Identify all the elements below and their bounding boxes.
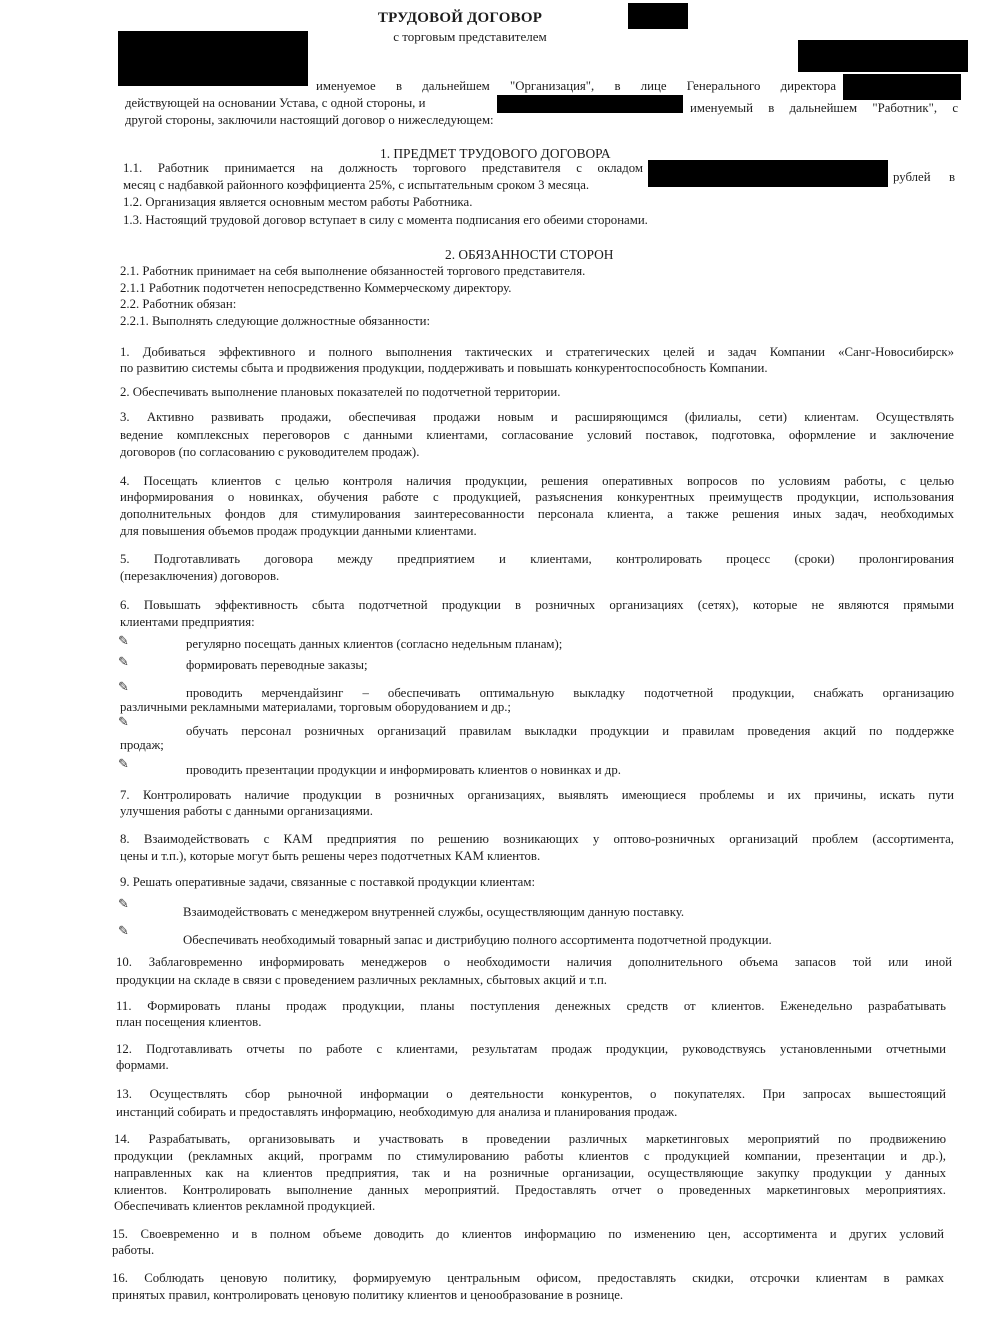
hand-bullet-icon: ✎	[118, 680, 129, 695]
text-line: 15. Своевременно и в полном объеме доводить до клиентов информацию по изменению цен, ассортимента и других условий	[112, 1227, 944, 1241]
text-line: 10. Заблаговременно информировать менеджеров о необходимости наличия дополнительного объема запасов той или иной	[116, 955, 952, 969]
text-line: для повышения объемов продаж продукции данными клиентами.	[120, 524, 477, 538]
text-line: улучшения работы с данными организациями.	[120, 804, 373, 818]
text-line: клиентами предприятия:	[120, 615, 255, 629]
text-line: Обеспечивать клиентов рекламной продукцией.	[114, 1199, 376, 1213]
text-line: действующей на основании Устава, с одной стороны, и	[125, 96, 426, 110]
text-line: формами.	[116, 1058, 169, 1072]
text-line: 6. Повышать эффективность сбыта подотчетной продукции в розничных организациях (сетях), которые не являются прямыми	[120, 598, 954, 612]
text-line: 4. Посещать клиентов с целью контроля наличия продукции, решения оперативных вопросов по условиям работы, с целью	[120, 474, 954, 488]
hand-bullet-icon: ✎	[118, 634, 129, 649]
text-line: различными рекламными материалами, торговым оборудованием и др.;	[120, 700, 511, 714]
text-line: клиентов. Контролировать выполнение данных мероприятий. Предоставлять отчет о проведенных маркетинговых мероприятиях.	[114, 1183, 946, 1197]
document-title: ТРУДОВОЙ ДОГОВОР	[377, 10, 543, 26]
text-line: 2. Обеспечивать выполнение плановых показателей по подотчетной территории.	[120, 385, 561, 399]
text-line: цены и т.п.), которые могут быть решены через подотчетных КАМ клиентов.	[120, 849, 541, 863]
redaction-salary	[648, 160, 888, 187]
text-line: проводить презентации продукции и информировать клиентов о новинках и др.	[186, 763, 621, 777]
section-heading: 2. ОБЯЗАННОСТИ СТОРОН	[445, 247, 614, 262]
text-line: формировать переводные заказы;	[186, 658, 368, 672]
text-line: продукции (рекламных акций, программ по стимулированию работы клиентов с продукцией компании, презентации и др.),	[114, 1149, 946, 1163]
text-line: 1.2. Организация является основным местом работы Работника.	[123, 195, 473, 209]
text-line: другой стороны, заключили настоящий договор о нижеследующем:	[125, 113, 494, 127]
text-line: продукции на складе в связи с проведением различных рекламных, сбытовых акций и т.п.	[116, 973, 607, 987]
text-line: 1. Добиваться эффективного и полного выполнения тактических и стратегических целей и задач Компании «Санг-Новосибирск»	[120, 345, 954, 359]
redaction-employee-name	[497, 95, 683, 113]
hand-bullet-icon: ✎	[118, 757, 129, 772]
text-line: регулярно посещать данных клиентов (согласно недельным планам);	[186, 637, 563, 651]
text-line: обучать персонал розничных организаций правилам выкладки продукции и правилам проведения акций по поддержке	[186, 724, 954, 738]
text-line: (перезаключения) договоров.	[120, 569, 280, 583]
text-line: дополнительных фондов для стимулирования заинтересованности персонала клиента, а также решения иных задач, необходимых	[120, 507, 954, 521]
text-line: именуемый в дальнейшем "Работник", с	[690, 101, 958, 115]
text-line: договоров (по согласованию с руководителем продаж).	[120, 445, 420, 459]
section-heading: 1. ПРЕДМЕТ ТРУДОВОГО ДОГОВОРА	[380, 146, 611, 161]
hand-bullet-icon: ✎	[118, 655, 129, 670]
document-subtitle: с торговым представителем	[393, 29, 547, 44]
text-line: проводить мерчендайзинг – обеспечивать оптимальную выкладку подотчетной продукции, снабжать организацию	[186, 686, 954, 700]
text-line: 9. Решать оперативные задачи, связанные с поставкой продукции клиентам:	[120, 875, 535, 889]
text-line: месяц с надбавкой районного коэффициента 25%, с испытательным сроком 3 месяца.	[123, 178, 590, 192]
text-line: Обеспечивать необходимый товарный запас и дистрибуцию полного ассортимента подотчетной продукции.	[183, 933, 772, 947]
text-line: 2.1. Работник принимает на себя выполнение обязанностей торгового представителя.	[120, 264, 586, 278]
text-line: 1.3. Настоящий трудовой договор вступает в силу с момента подписания его обеими сторонами.	[123, 213, 648, 227]
text-line: инстанций собирать и предоставлять информацию, необходимую для анализа и планирования продаж.	[116, 1105, 678, 1119]
text-line: по развитию системы сбыта и продвижения продукции, поддерживать и повышать конкурентоспособность Компании.	[120, 361, 768, 375]
text-line: 8. Взаимодействовать с КАМ предприятия по решению возникающих у оптово-розничных организаций проблем (ассортимента,	[120, 832, 954, 846]
text-line: 13. Осуществлять сбор рыночной информации о деятельности конкурентов, о покупателях. При запросах вышестоящий	[116, 1087, 946, 1101]
text-line: 11. Формировать планы продаж продукции, планы поступления денежных средств от клиентов. Еженедельно разрабатывать	[116, 999, 946, 1013]
text-line: ведение комплексных переговоров с данными клиентами, согласование условий поставок, подготовка, оформление и заключение	[120, 428, 954, 442]
text-line: 14. Разрабатывать, организовывать и участвовать в проведении различных маркетинговых мероприятий по продвижению	[114, 1132, 946, 1146]
text-line: именуемое в дальнейшем "Организация", в лице Генерального директора	[316, 79, 836, 93]
text-line: 16. Соблюдать ценовую политику, формируемую центральным офисом, предоставлять скидки, отсрочки клиентам в рамках	[112, 1271, 944, 1285]
text-line: 2.2.1. Выполнять следующие должностные обязанности:	[120, 314, 431, 328]
text-line: информирования о новинках, обучения работе с продукцией, разъяснения конкурентных преимуществ продукции, использования	[120, 490, 954, 504]
text-line: продаж;	[120, 738, 164, 752]
text-line: 2.1.1 Работник подотчетен непосредственно Коммерческому директору.	[120, 281, 512, 295]
text-line: 1.1. Работник принимается на должность торгового представителя с окладом	[123, 161, 643, 175]
redaction-director-name	[843, 74, 961, 100]
text-line: 2.2. Работник обязан:	[120, 297, 237, 311]
text-line: работы.	[112, 1243, 155, 1257]
text-line: Взаимодействовать с менеджером внутренней службы, осуществляющим данную поставку.	[183, 905, 685, 919]
text-line: план посещения клиентов.	[116, 1015, 262, 1029]
text-line: 3. Активно развивать продажи, обеспечивая продажи новым и расширяющимся (филиалы, сети) клиентам. Осуществлять	[120, 410, 954, 424]
text-line: направленных как на клиентов предприятия, так и на розничные организации, осуществляющие закупку продукции у данных	[114, 1166, 946, 1180]
text-line: 7. Контролировать наличие продукции в розничных организациях, выявлять имеющиеся проблемы и их причины, искать пути	[120, 788, 954, 802]
hand-bullet-icon: ✎	[118, 715, 129, 730]
hand-bullet-icon: ✎	[118, 897, 129, 912]
text-line: 5. Подготавливать договора между предприятием и клиентами, контролировать процесс (сроки) пролонгирования	[120, 552, 954, 566]
hand-bullet-icon: ✎	[118, 924, 129, 939]
text-line: принятых правил, контролировать ценовую политику клиентов и ценообразование в рознице.	[112, 1288, 624, 1302]
text-line: 12. Подготавливать отчеты по работе с клиентами, результатам продаж продукции, руководствуясь установленными отчетными	[116, 1042, 946, 1056]
text-line: рублей в	[893, 170, 955, 184]
